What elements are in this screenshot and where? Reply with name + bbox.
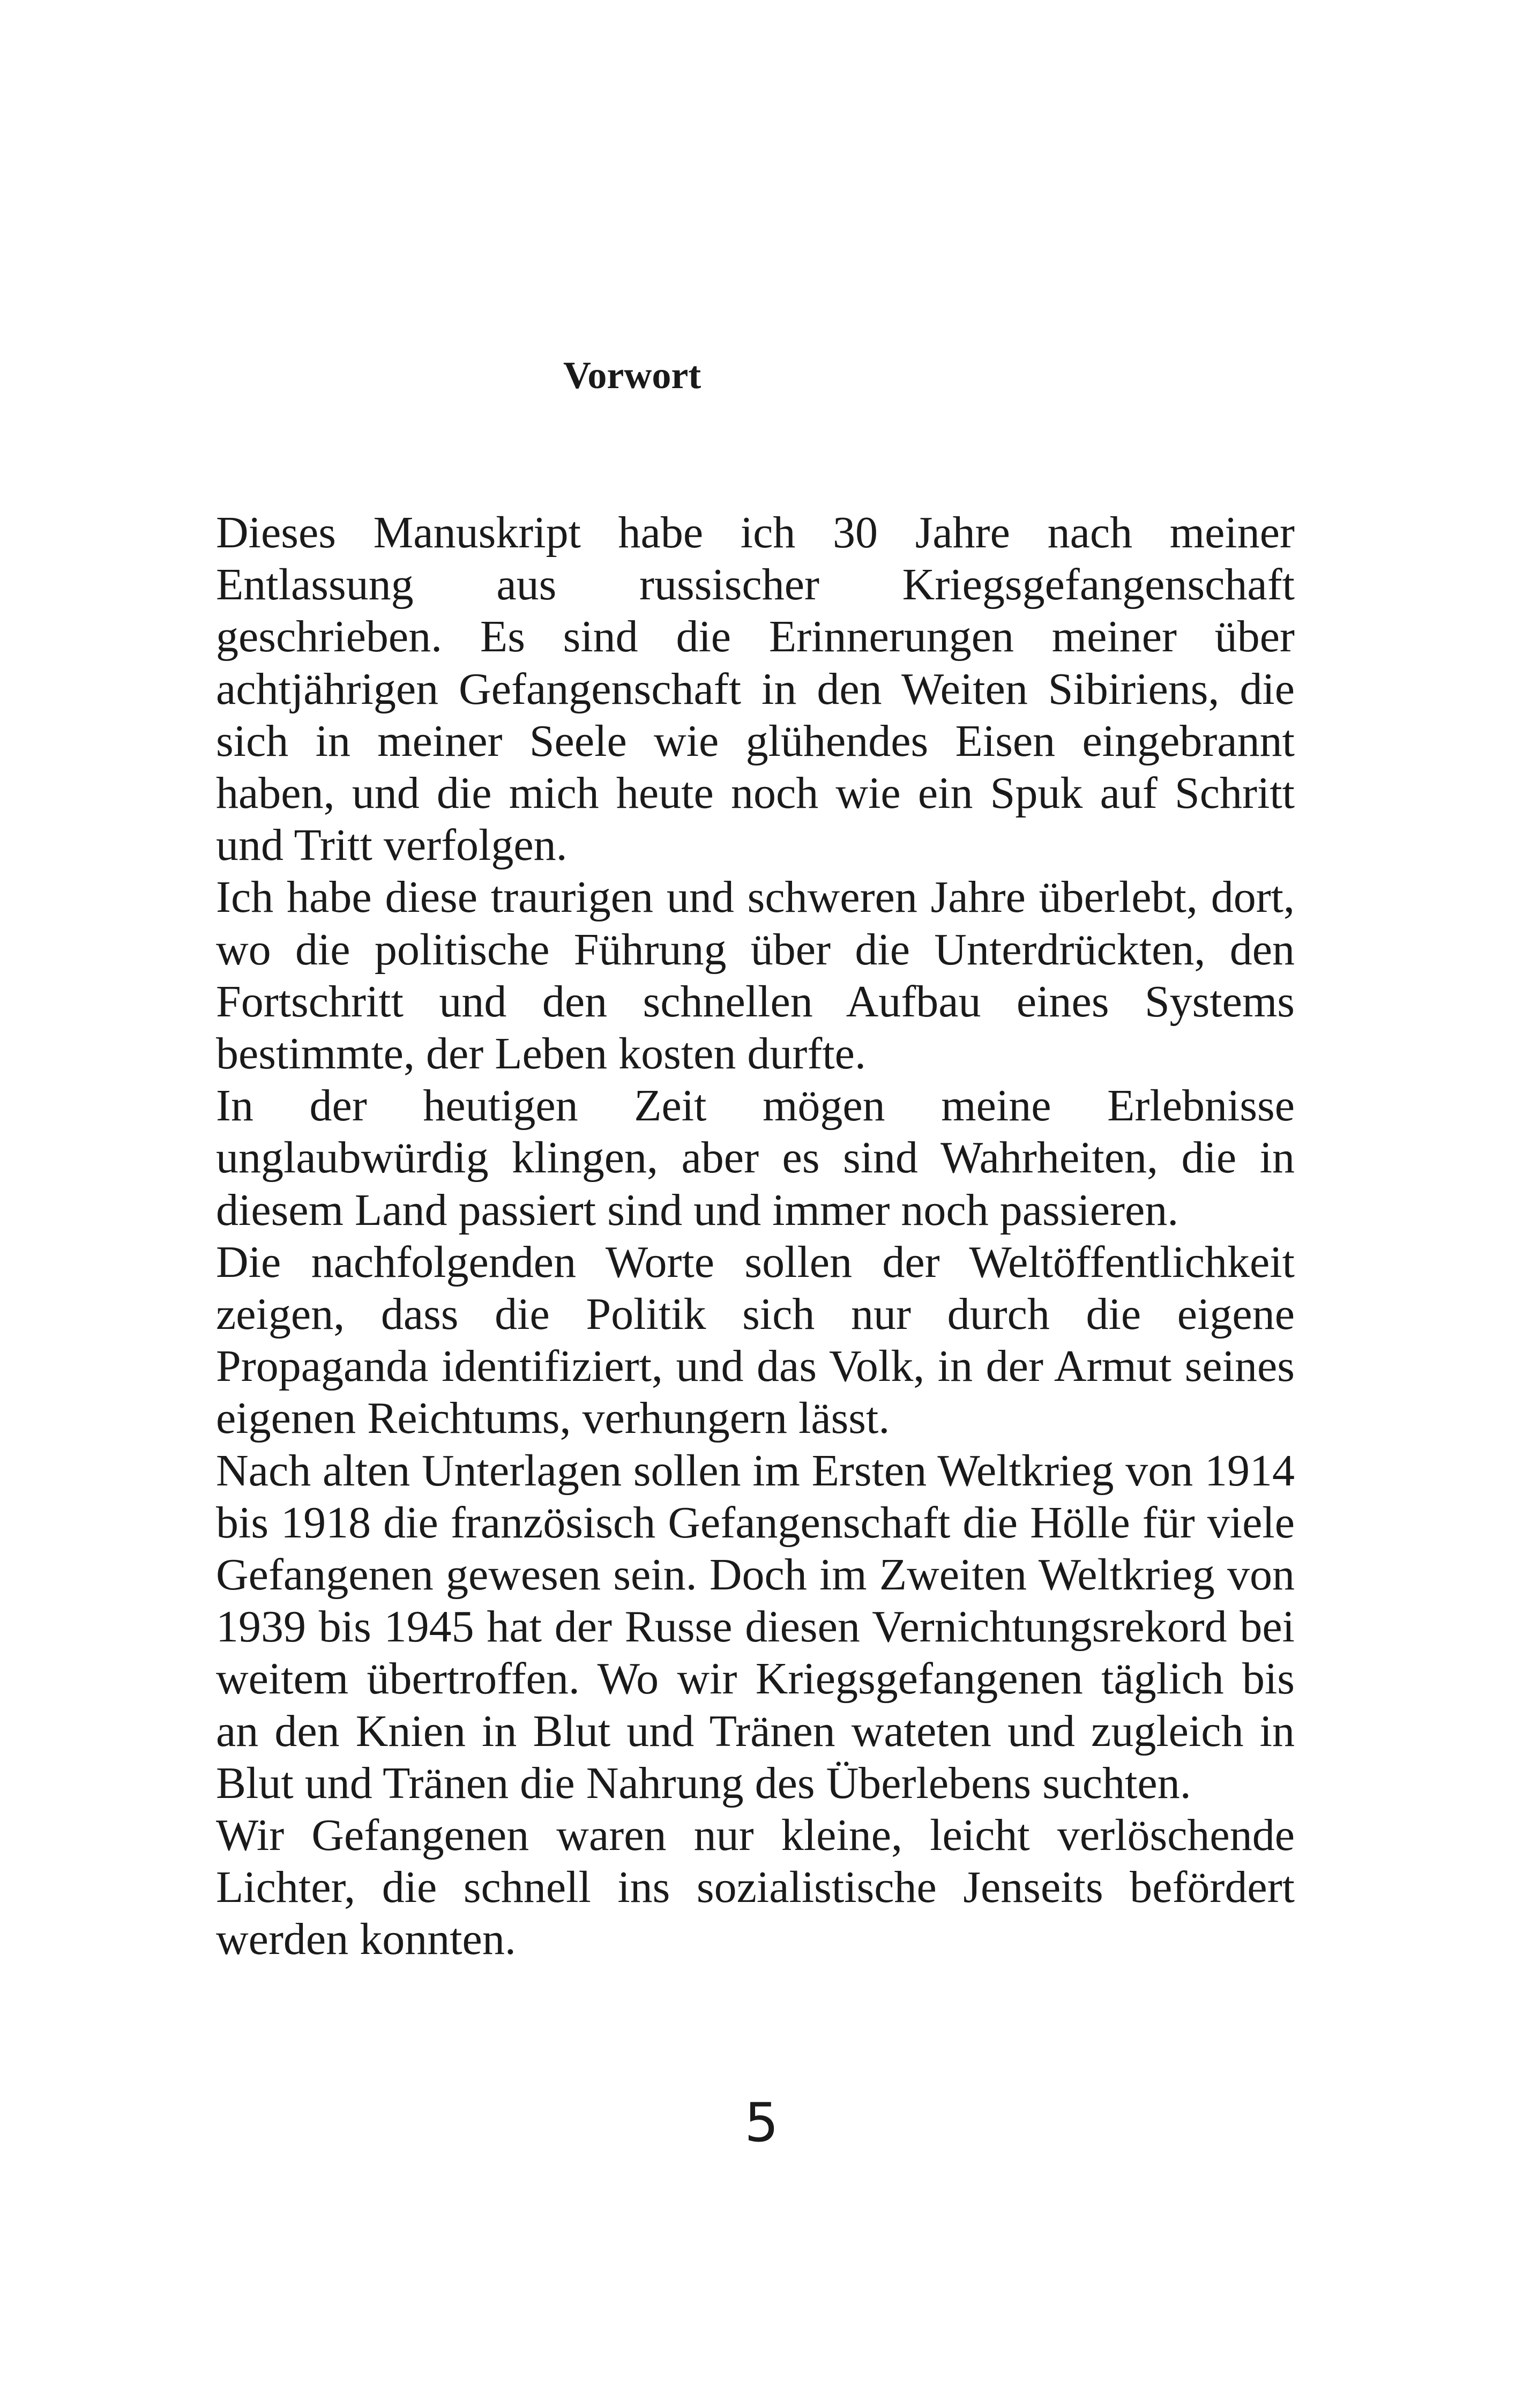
paragraph: In der heutigen Zeit mögen meine Erlebnisse unglaubwürdig klingen, aber es sind Wahrheiten, die in diesem Land passiert sind und immer noch passieren.	[216, 1081, 1295, 1235]
paragraph: Die nachfolgenden Worte sollen der Weltöffentlichkeit zeigen, dass die Politik sich nur durch die eigene Propaganda identifiziert, und das Volk, in der Armut seines eigenen Reichtums, verhungern lässt.	[216, 1237, 1295, 1444]
paragraph: Wir Gefangenen waren nur kleine, leicht verlöschende Lichter, die schnell ins sozialistische Jenseits befördert werden konnten.	[216, 1810, 1295, 1965]
paragraph: Ich habe diese traurigen und schweren Jahre überlebt, dort, wo die politische Führung über die Unterdrückten, den Fortschritt und den schnellen Aufbau eines Systems bestimmte, der Leben kosten durfte.	[216, 872, 1295, 1079]
paragraph: Nach alten Unterlagen sollen im Ersten Weltkrieg von 1914 bis 1918 die französisch Gefangenschaft die Hölle für viele Gefangenen gewesen sein. Doch im Zweiten Weltkrieg von 1939 bis 1945 hat der Russe diesen Vernichtungsrekord bei weitem übertroffen. Wo wir Kriegsgefangenen täglich bis an den Knien in Blut und Tränen wateten und zugleich in Blut und Tränen die Nahrung des Überlebens suchten.	[216, 1445, 1295, 1808]
page-number: 5	[744, 2091, 779, 2154]
paragraph: Dieses Manuskript habe ich 30 Jahre nach meiner Entlassung aus russischer Kriegsgefangenschaft geschrieben. Es sind die Erinnerungen meiner über achtjährigen Gefangenschaft in den Weiten Sibiriens, die sich in meiner Seele wie glühendes Eisen eingebrannt haben, und die mich heute noch wie ein Spuk auf Schritt und Tritt verfolgen.	[216, 508, 1295, 871]
chapter-heading: Vorwort	[563, 354, 701, 397]
body-text	[216, 507, 1295, 1966]
